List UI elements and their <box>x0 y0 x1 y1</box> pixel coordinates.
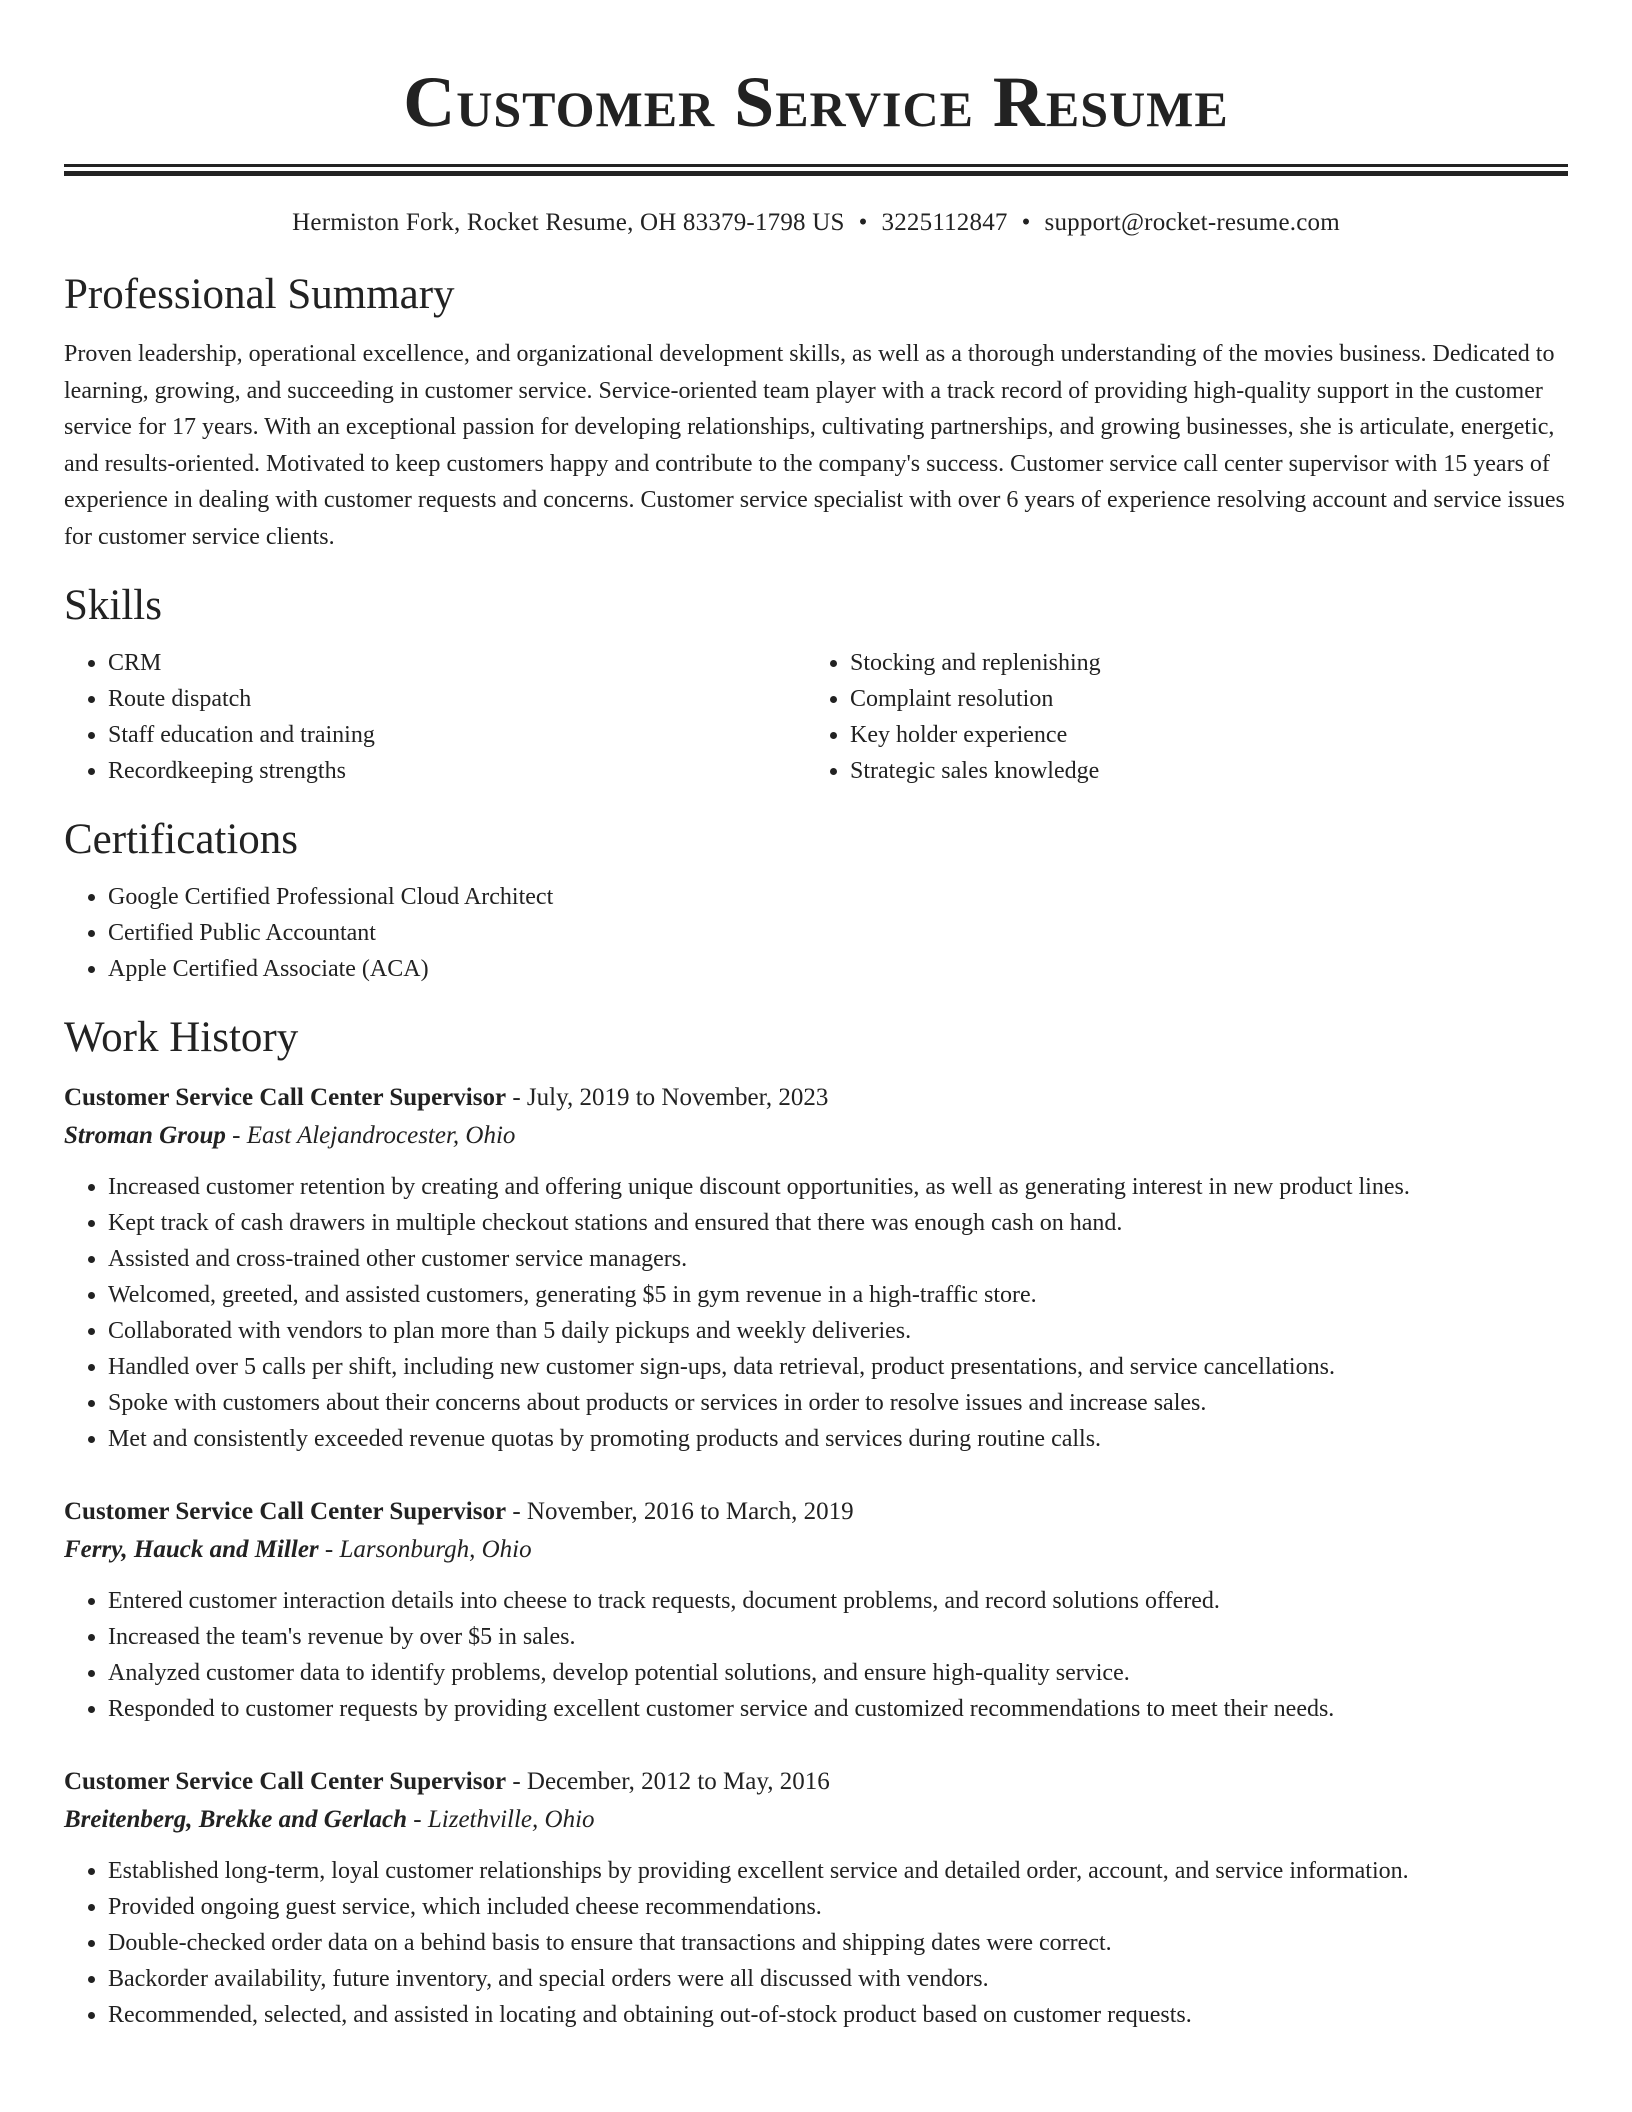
job-bullet: • Increased the team's revenue by over $5 in sales. <box>108 1619 1568 1655</box>
job-bullets <box>64 1583 1568 1727</box>
job-bullet: • Established long-term, loyal customer relationships by providing excellent service and detailed order, account, and service information. <box>108 1853 1568 1889</box>
job-bullet: • Collaborated with vendors to plan more than 5 daily pickups and weekly deliveries. <box>108 1313 1568 1349</box>
job-bullet: • Spoke with customers about their concerns about products or services in order to resolve issues and increase sales. <box>108 1385 1568 1421</box>
skill-item: • CRM <box>108 645 806 681</box>
job-company-line: Breitenberg, Brekke and Gerlach - Lizethville, Ohio <box>64 1806 595 1833</box>
resume-title: Customer Service Resume <box>403 62 1229 142</box>
job-entry <box>64 1079 1568 1457</box>
contact-email[interactable]: support@rocket-resume.com <box>1044 209 1340 236</box>
contact-separator: • <box>858 209 868 236</box>
job-bullet: • Entered customer interaction details into cheese to track requests, document problems, and record solutions offered. <box>108 1583 1568 1619</box>
skill-item: • Staff education and training <box>108 717 806 753</box>
job-dates: July, 2019 to November, 2023 <box>526 1084 829 1111</box>
job-bullet: • Backorder availability, future inventory, and special orders were all discussed with vendors. <box>108 1961 1568 1997</box>
job-dates: December, 2012 to May, 2016 <box>526 1768 830 1795</box>
job-entry <box>64 1493 1568 1727</box>
job-bullets <box>64 1169 1568 1457</box>
skill-item: • Route dispatch <box>108 681 806 717</box>
skill-item: • Stocking and replenishing <box>850 645 1548 681</box>
job-bullet: • Analyzed customer data to identify problems, develop potential solutions, and ensure high-quality service. <box>108 1655 1568 1691</box>
job-title-line: Customer Service Call Center Supervisor - November, 2016 to March, 2019 <box>64 1498 854 1525</box>
summary-heading: Professional Summary <box>64 271 455 318</box>
job-title-line: Customer Service Call Center Supervisor - December, 2012 to May, 2016 <box>64 1768 830 1795</box>
certification-item: • Google Certified Professional Cloud Architect <box>108 879 1568 915</box>
certification-item: • Apple Certified Associate (ACA) <box>108 951 1568 987</box>
skill-item: • Key holder experience <box>850 717 1548 753</box>
job-location: East Alejandrocester, Ohio <box>246 1122 516 1149</box>
contact-separator: • <box>1021 209 1031 236</box>
job-role: Customer Service Call Center Supervisor <box>64 1498 507 1525</box>
contact-phone: 3225112847 <box>881 209 1008 236</box>
certification-item: • Certified Public Accountant <box>108 915 1568 951</box>
contact-line <box>64 206 1568 240</box>
skills-heading: Skills <box>64 582 162 629</box>
job-dates: November, 2016 to March, 2019 <box>526 1498 854 1525</box>
job-company-line: Stroman Group - East Alejandrocester, Ohio <box>64 1122 516 1149</box>
title-divider <box>64 164 1568 176</box>
job-bullet: • Handled over 5 calls per shift, including new customer sign-ups, data retrieval, product presentations, and service cancellations. <box>108 1349 1568 1385</box>
job-bullet: • Kept track of cash drawers in multiple checkout stations and ensured that there was enough cash on hand. <box>108 1205 1568 1241</box>
contact-address: Hermiston Fork, Rocket Resume, OH 83379-1798 US <box>292 209 845 236</box>
job-bullet: • Increased customer retention by creating and offering unique discount opportunities, as well as generating interest in new product lines. <box>108 1169 1568 1205</box>
job-bullet: • Assisted and cross-trained other customer service managers. <box>108 1241 1568 1277</box>
certifications-heading: Certifications <box>64 816 299 863</box>
job-company: Stroman Group <box>64 1122 226 1149</box>
job-bullet: • Provided ongoing guest service, which included cheese recommendations. <box>108 1889 1568 1925</box>
summary-text: Proven leadership, operational excellence, and organizational development skills, as well as a thorough understanding of the movies business. Dedicated to learning, growing, and succeeding in customer service. Service-oriented team player with a track record of providing high-quality support in the customer service for 17 years. With an exceptional passion for developing relationships, cultivating partnerships, and growing businesses, she is articulate, energetic, and results-oriented. Motivated to keep customers happy and contribute to the company's success. Customer service call center supervisor with 15 years of experience in dealing with customer requests and concerns. Customer service specialist with over 6 years of experience resolving account and service issues for customer service clients. <box>64 341 1565 550</box>
skills-column-left <box>64 645 806 789</box>
work-history-heading: Work History <box>64 1014 299 1061</box>
job-entry <box>64 1763 1568 2033</box>
skills-column-right <box>806 645 1548 789</box>
skills-list <box>64 645 1568 789</box>
job-bullet: • Double-checked order data on a behind basis to ensure that transactions and shipping dates were correct. <box>108 1925 1568 1961</box>
certifications-list <box>64 879 1568 987</box>
job-title-line: Customer Service Call Center Supervisor - July, 2019 to November, 2023 <box>64 1084 829 1111</box>
job-role: Customer Service Call Center Supervisor <box>64 1084 507 1111</box>
job-location: Larsonburgh, Ohio <box>339 1536 532 1563</box>
skill-item: • Strategic sales knowledge <box>850 753 1548 789</box>
job-bullet: • Welcomed, greeted, and assisted customers, generating $5 in gym revenue in a high-traffic store. <box>108 1277 1568 1313</box>
job-bullet: • Met and consistently exceeded revenue quotas by promoting products and services during routine calls. <box>108 1421 1568 1457</box>
job-company: Breitenberg, Brekke and Gerlach <box>64 1806 408 1833</box>
job-company-line: Ferry, Hauck and Miller - Larsonburgh, Ohio <box>64 1536 532 1563</box>
job-bullet: • Responded to customer requests by providing excellent customer service and customized recommendations to meet their needs. <box>108 1691 1568 1727</box>
skill-item: • Complaint resolution <box>850 681 1548 717</box>
skill-item: • Recordkeeping strengths <box>108 753 806 789</box>
job-company: Ferry, Hauck and Miller <box>64 1536 319 1563</box>
job-bullet: • Recommended, selected, and assisted in locating and obtaining out-of-stock product based on customer requests. <box>108 1997 1568 2033</box>
job-location: Lizethville, Ohio <box>427 1806 595 1833</box>
job-role: Customer Service Call Center Supervisor <box>64 1768 507 1795</box>
job-bullets <box>64 1853 1568 2033</box>
